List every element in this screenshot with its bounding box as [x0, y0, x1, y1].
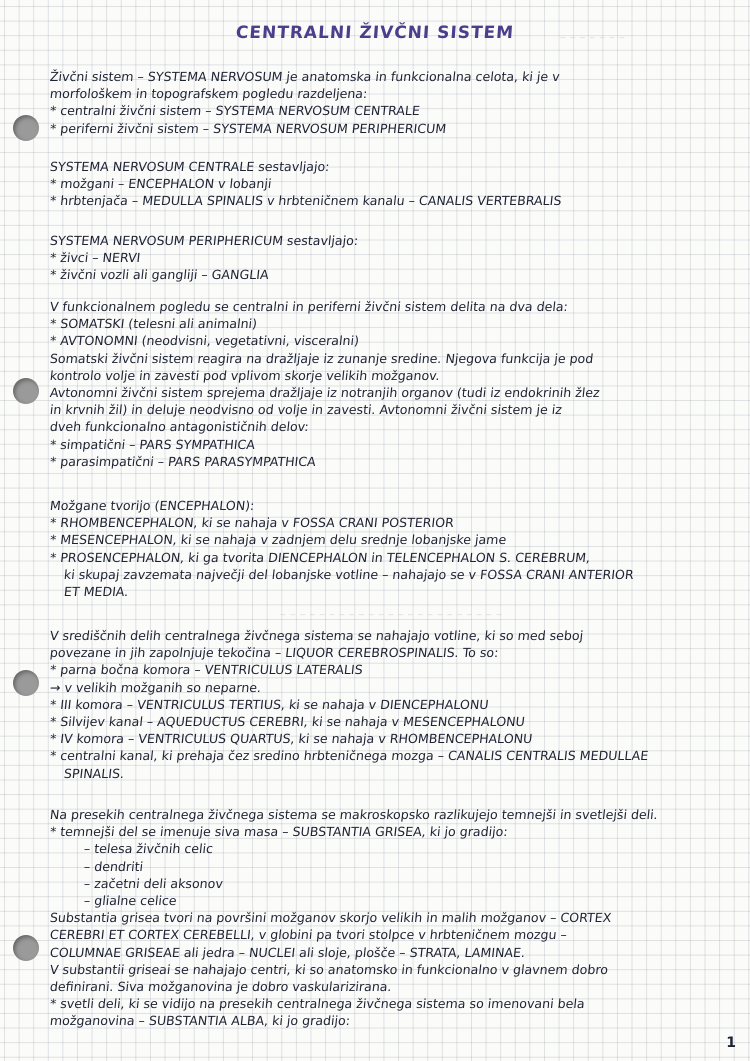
- text-line: SYSTEMA NERVOSUM PERIPHERICUM sestavljajo:: [49, 233, 359, 248]
- text-line: COLUMNAE GRISEAE ali jedra – NUCLEI ali sloje, plošče – STRATA, LAMINAE.: [49, 944, 526, 960]
- text-line: * AVTONOMNI (neodvisni, vegetativni, visceralni): [49, 333, 360, 349]
- text-line: * temnejši del se imenuje siva masa – SUBSTANTIA GRISEA, ki jo gradijo:: [49, 824, 509, 840]
- punch-hole: [13, 670, 39, 696]
- text-line: ki skupaj zavzemata največji del lobanjske votline – nahajajo se v FOSSA CRANI ANTERIOR: [63, 566, 635, 582]
- matter-block: [50, 806, 732, 1030]
- text-line: možganovina – SUBSTANTIA ALBA, ki jo gradijo:: [49, 1013, 351, 1029]
- text-line: * centralni živčni sistem – SYSTEMA NERVOSUM CENTRALE: [49, 103, 421, 119]
- page-title: CENTRALNI ŽIVČNI SISTEM: [235, 23, 515, 43]
- text-line: * IV komora – VENTRICULUS QUARTUS, ki se nahaja v RHOMBENCEPHALONU: [49, 731, 534, 747]
- intro-block: [50, 68, 732, 137]
- text-line: V središčnih delih centralnega živčnega sistema se nahajajo votline, ki so med seboj: [49, 628, 585, 643]
- text-line: V funkcionalnem pogledu se centralni in periferni živčni sistem delita na dva dela:: [49, 299, 569, 314]
- text-line: ET MEDIA.: [63, 584, 130, 600]
- text-line: * parna bočna komora – VENTRICULUS LATERALIS: [49, 662, 364, 678]
- text-line: Substantia grisea tvori na površini možganov skorjo velikih in malih možganov – CORTEX: [49, 910, 613, 926]
- text-line: * SOMATSKI (telesni ali animalni): [49, 316, 258, 332]
- functional-block: [50, 298, 732, 470]
- text-line: povezane in jih zapolnjuje tekočina – LIQUOR CEREBROSPINALIS. To so:: [49, 645, 500, 661]
- pns-block: [50, 232, 732, 284]
- text-line: – glialne celice: [83, 893, 178, 909]
- bleed-through: – – – – – – –: [559, 30, 626, 44]
- text-line: * Silvijev kanal – AQUEDUCTUS CEREBRI, ki se nahaja v MESENCEPHALONU: [49, 714, 526, 730]
- page-number: 1: [726, 1035, 736, 1051]
- text-line: * PROSENCEPHALON, ki ga tvorita DIENCEPHALON in TELENCEPHALON S. CEREBRUM,: [49, 549, 591, 565]
- bleed-through: – – – – – – – – – – – – – – – – – – – – – – –: [279, 607, 503, 621]
- text-line: * III komora – VENTRICULUS TERTIUS, ki se nahaja v DIENCEPHALONU: [49, 696, 490, 712]
- cns-block: [50, 158, 732, 210]
- text-line: * živci – NERVI: [49, 250, 142, 266]
- text-line: dveh funkcionalno antagonističnih delov:: [49, 419, 310, 435]
- text-line: Avtonomni živčni sistem sprejema dražljaje iz notranjih organov (tudi iz endokrinih žlez: [49, 385, 601, 401]
- text-line: * živčni vozli ali gangliji – GANGLIA: [49, 267, 270, 283]
- text-line: * centralni kanal, ki prehaja čez sredino hrbteničnega mozga – CANALIS CENTRALIS MEDULLAE: [49, 748, 650, 764]
- text-line: * MESENCEPHALON, ki se nahaja v zadnjem delu srednje lobanjske jame: [49, 532, 508, 548]
- text-line: * parasimpatični – PARS PARASYMPATHICA: [49, 453, 317, 469]
- text-line: CEREBRI ET CORTEX CEREBELLI, v globini pa tvori stolpce v hrbteničnem mozgu –: [49, 927, 568, 943]
- text-line: Živčni sistem – SYSTEMA NERVOSUM je anatomska in funkcionalna celota, ki je v: [49, 69, 561, 84]
- ventricles-block: [50, 627, 732, 782]
- text-line: definirani. Siva možganovina je dobro vaskularizirana.: [49, 979, 393, 995]
- text-line: SYSTEMA NERVOSUM CENTRALE sestavljajo:: [49, 159, 331, 174]
- text-line: * periferni živčni sistem – SYSTEMA NERVOSUM PERIPHERICUM: [49, 120, 448, 136]
- punch-hole: [13, 935, 39, 961]
- text-line: kontrolo volje in zavesti pod vplivom skorje velikih možganov.: [49, 367, 441, 383]
- text-line: V substantii griseai se nahajajo centri, ki so anatomsko in funkcionalno v glavnem dobro: [49, 961, 609, 977]
- text-line: → v velikih možganih so neparne.: [49, 679, 262, 695]
- text-line: * hrbtenjača – MEDULLA SPINALIS v hrbteničnem kanalu – CANALIS VERTEBRALIS: [49, 193, 563, 209]
- text-line: Na presekih centralnega živčnega sistema se makroskopsko razlikujejo temnejši in svetlejši deli.: [49, 807, 659, 822]
- text-line: morfološkem in topografskem pogledu razdeljena:: [49, 86, 369, 102]
- text-line: Možgane tvorijo (ENCEPHALON):: [49, 498, 256, 513]
- text-line: * simpatični – PARS SYMPATHICA: [49, 436, 256, 452]
- punch-hole: [13, 115, 39, 141]
- text-line: in krvnih žil) in deluje neodvisno od volje in zavesti. Avtonomni živčni sistem je iz: [49, 402, 563, 418]
- encephalon-block: [50, 497, 732, 600]
- punch-hole: [13, 378, 39, 404]
- text-line: – dendriti: [83, 858, 144, 874]
- text-line: * RHOMBENCEPHALON, ki se nahaja v FOSSA CRANI POSTERIOR: [49, 515, 455, 531]
- text-line: * svetli deli, ki se vidijo na presekih centralnega živčnega sistema so imenovani bela: [49, 996, 586, 1012]
- text-line: – telesa živčnih celic: [83, 841, 214, 857]
- text-line: * možgani – ENCEPHALON v lobanji: [49, 176, 273, 192]
- text-line: SPINALIS.: [63, 765, 125, 781]
- text-line: – začetni deli aksonov: [83, 875, 224, 891]
- text-line: Somatski živčni sistem reagira na dražljaje iz zunanje sredine. Njegova funkcija je pod: [49, 350, 595, 366]
